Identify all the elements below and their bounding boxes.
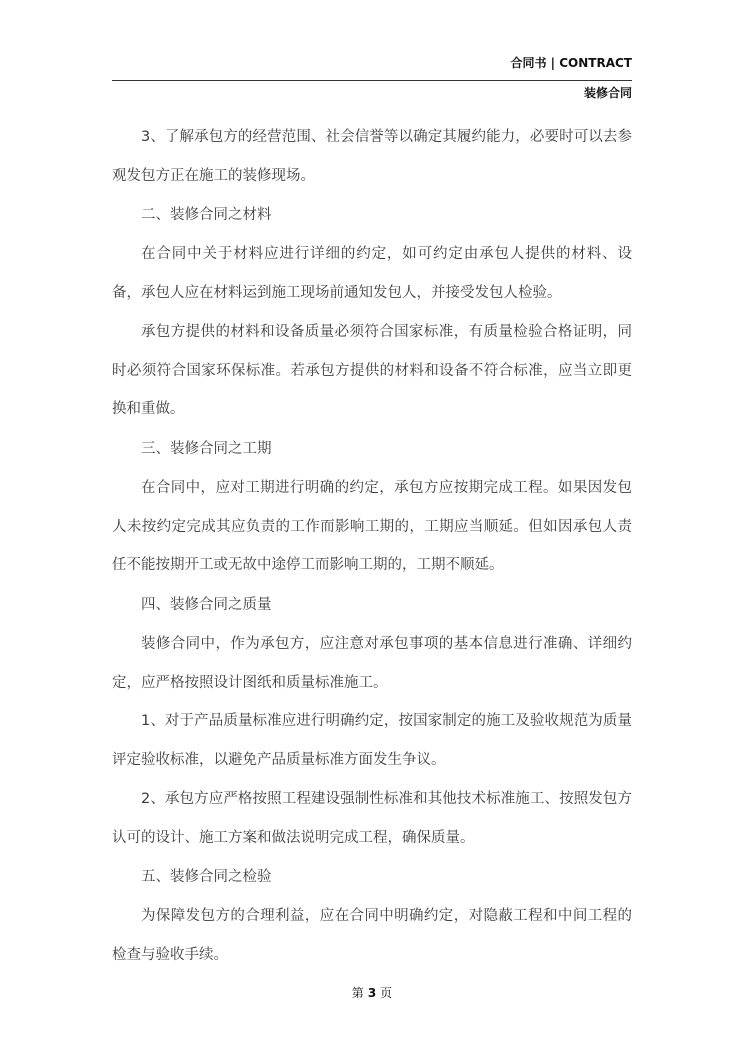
section-heading-materials: 二、装修合同之材料	[141, 207, 272, 224]
header-divider	[112, 80, 632, 81]
paragraph-materials-agreement: 在合同中关于材料应进行详细的约定，如可约定由承包人提供的材料、设备，承包人应在材料运到施工现场前通知发包人，并接受发包人检验。	[112, 246, 632, 302]
paragraph-materials-quality: 承包方提供的材料和设备质量必须符合国家标准，有质量检验合格证明，同时必须符合国家环保标准。若承包方提供的材料和设备不符合标准，应当立即更换和重做。	[112, 323, 632, 418]
section-heading-schedule: 三、装修合同之工期	[141, 440, 272, 457]
section-heading-quality: 四、装修合同之质量	[141, 597, 272, 614]
page-footer	[0, 984, 744, 1001]
paragraph-quality-item-2: 2、承包方应严格按照工程建设强制性标准和其他技术标准施工、按照发包方认可的设计、施工方案和做法说明完成工程，确保质量。	[112, 790, 632, 846]
paragraph-quality-intro: 装修合同中，作为承包方，应注意对承包事项的基本信息进行准确、详细约定，应严格按照设计图纸和质量标准施工。	[112, 636, 632, 691]
paragraph-schedule: 在合同中，应对工期进行明确的约定，承包方应按期完成工程。如果因发包人未按约定完成其应负责的工作而影响工期的，工期应当顺延。但如因承包人责任不能按期开工或无故中途停工而影响工期的，工期不顺延。	[112, 479, 632, 574]
section-heading-inspection: 五、装修合同之检验	[141, 869, 272, 886]
header-subtitle: 装修合同	[583, 86, 632, 100]
paragraph-quality-item-1: 1、对于产品质量标准应进行明确约定，按国家制定的施工及验收规范为质量评定验收标准，以避免产品质量标准方面发生争议。	[112, 713, 632, 769]
document-body	[112, 118, 632, 975]
footer-prefix: 第	[351, 986, 364, 1000]
header-brand: 合同书 | CONTRACT	[510, 56, 632, 70]
footer-suffix: 页	[380, 986, 393, 1000]
paragraph-clause-3: 3、了解承包方的经营范围、社会信誉等以确定其履约能力，必要时可以去参观发包方正在施工的装修现场。	[112, 129, 632, 184]
page-number: 3	[367, 986, 377, 1000]
paragraph-inspection: 为保障发包方的合理利益，应在合同中明确约定，对隐蔽工程和中间工程的检查与验收手续。	[112, 908, 632, 963]
